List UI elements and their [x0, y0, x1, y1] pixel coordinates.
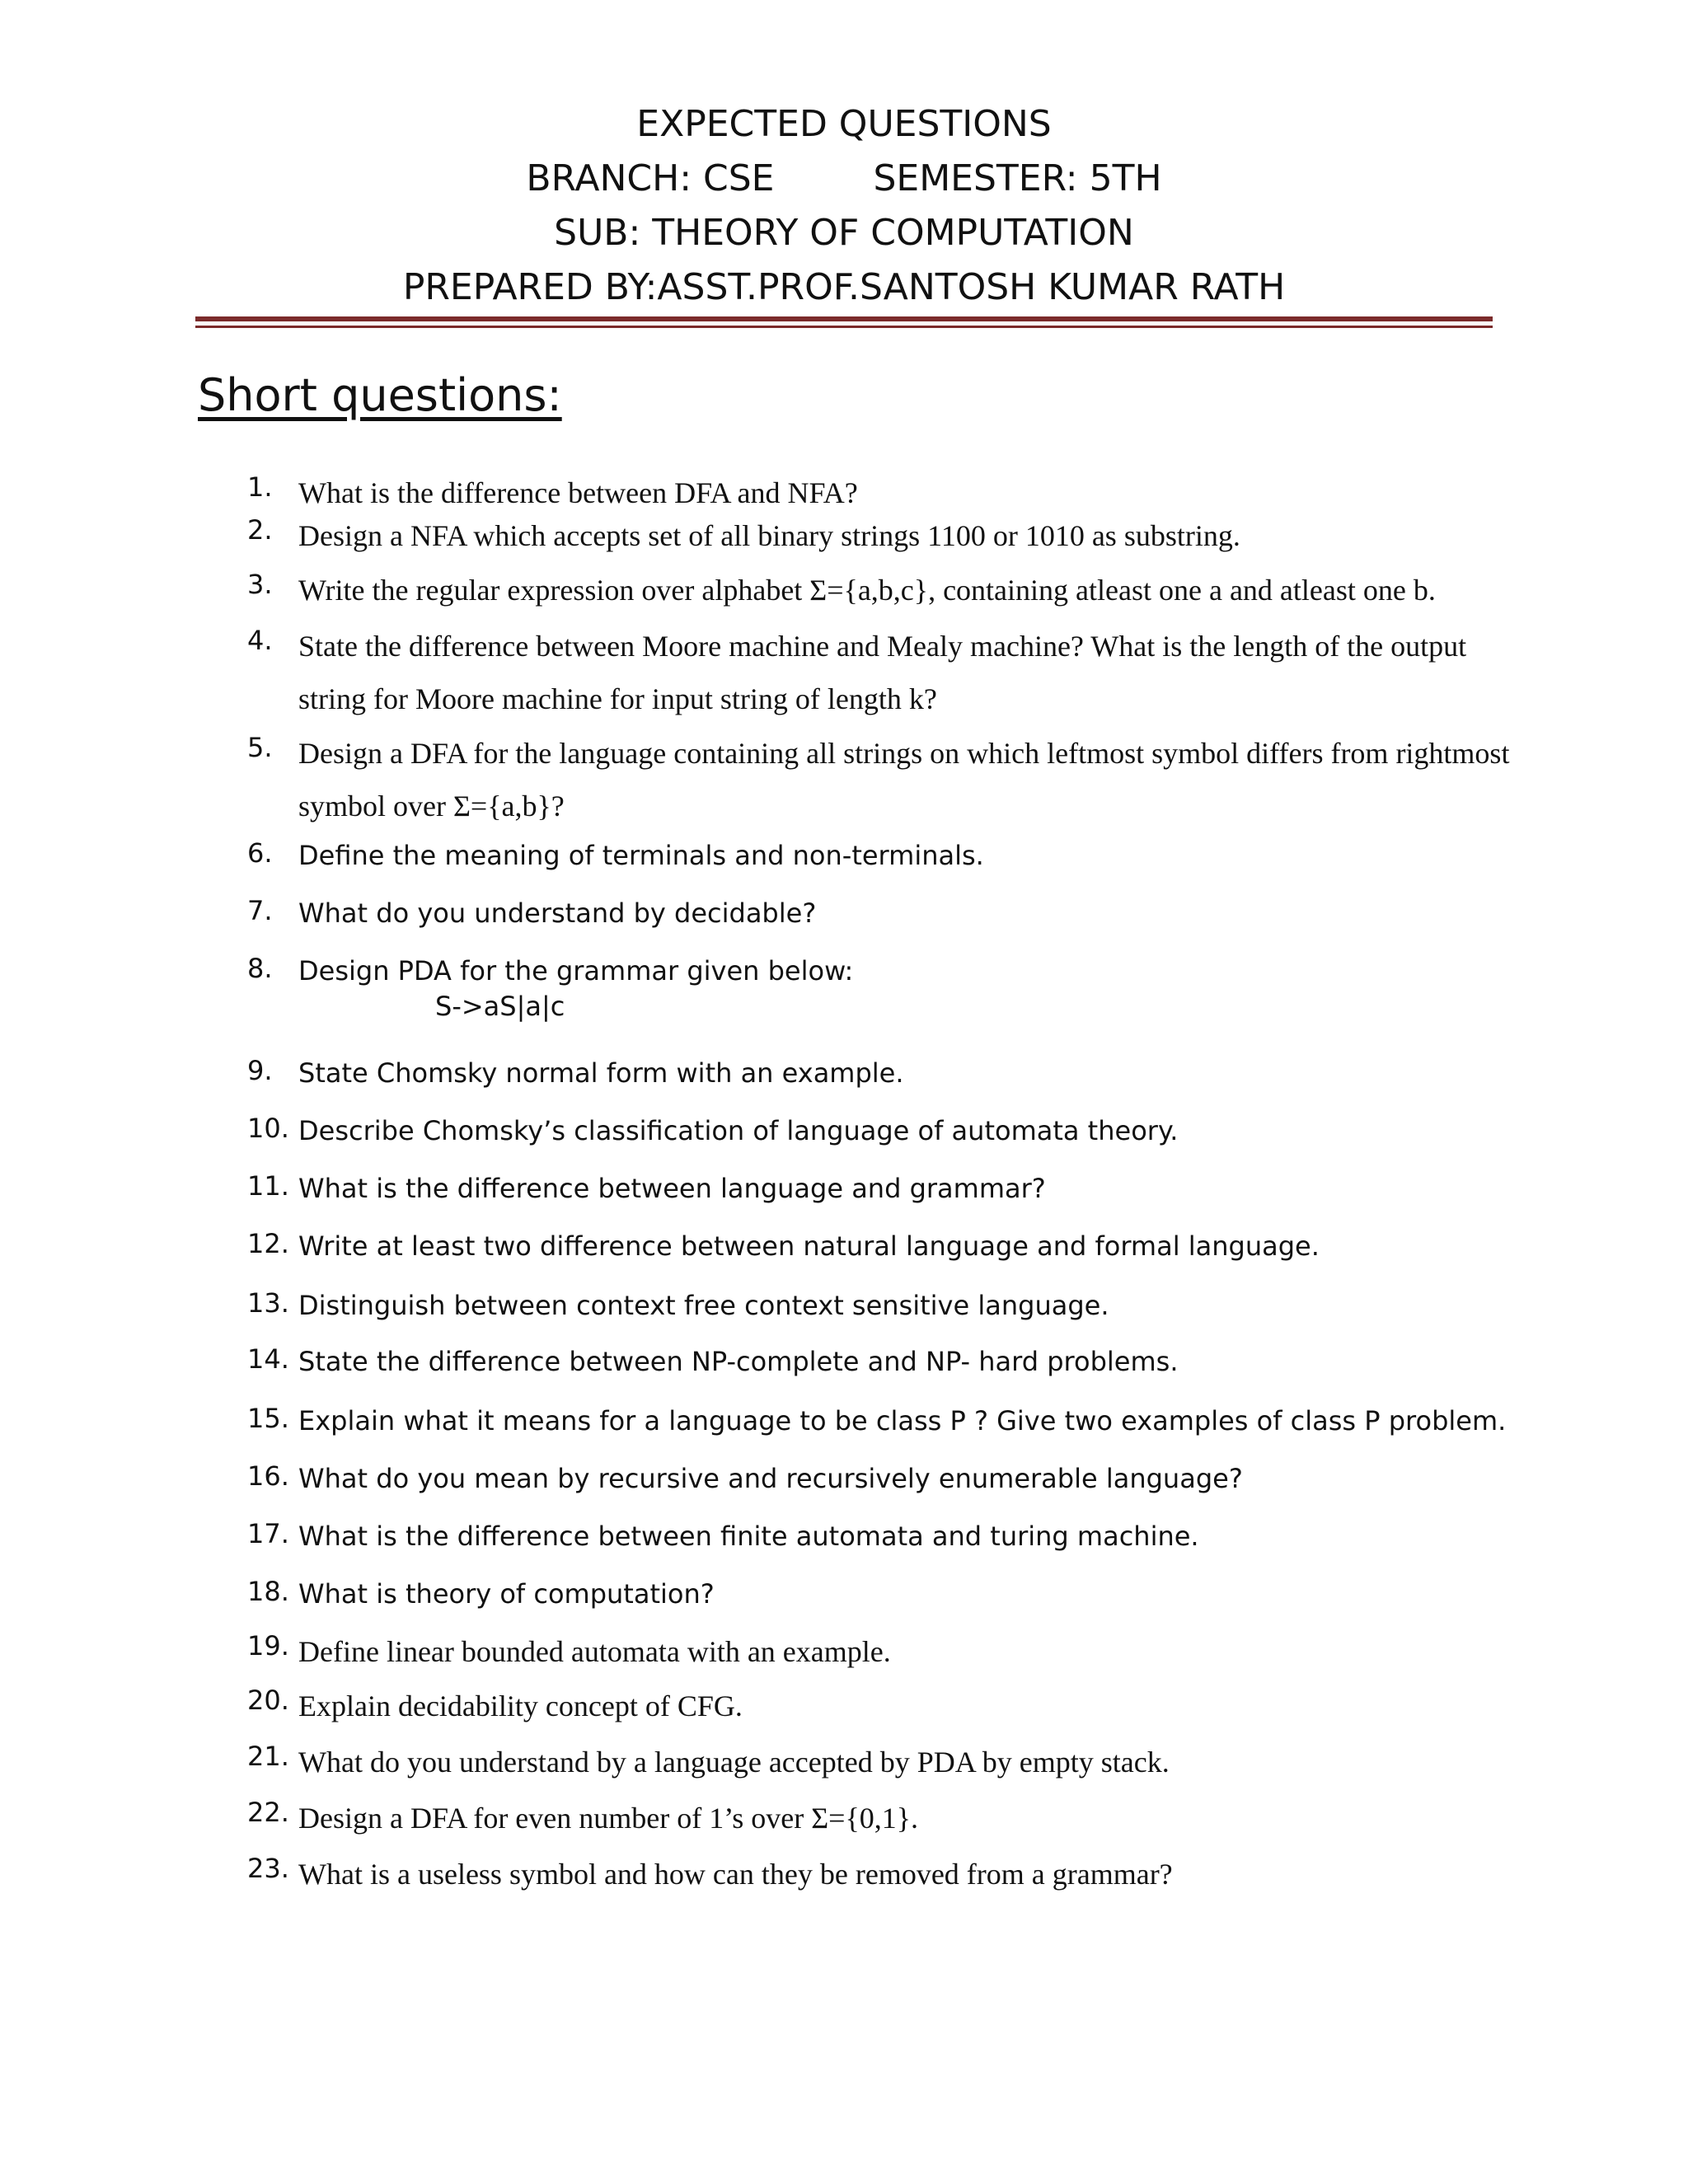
question-number: 9. [247, 1055, 273, 1086]
question-number: 14. [247, 1343, 289, 1375]
question-number: 8. [247, 953, 273, 984]
section-title: Short questions: [198, 369, 562, 421]
question-text: Describe Chomsky’s classification of language of automata theory. [298, 1115, 1179, 1146]
question-text: Design PDA for the grammar given below: [298, 955, 854, 987]
header-title: EXPECTED QUESTIONS [636, 103, 1052, 145]
question-number: 7. [247, 895, 273, 926]
header-subject: SUB: THEORY OF COMPUTATION [554, 212, 1134, 254]
question-number: 22. [247, 1797, 289, 1828]
question-text: What is the difference between language and grammar? [298, 1173, 1046, 1204]
question-number: 10. [247, 1113, 289, 1144]
question-number: 20. [247, 1685, 289, 1716]
question-text: Explain decidability concept of CFG. [298, 1690, 743, 1722]
question-text: What do you understand by decidable? [298, 898, 817, 929]
question-text: Distinguish between context free context sensitive language. [298, 1290, 1109, 1321]
question-number: 19. [247, 1630, 289, 1661]
question-number: 2. [247, 514, 273, 546]
question-number: 3. [247, 569, 273, 600]
question-text: Write at least two difference between natural language and formal language. [298, 1230, 1320, 1262]
question-text: State Chomsky normal form with an example. [298, 1057, 904, 1089]
question-number: 11. [247, 1170, 289, 1202]
question-number: 23. [247, 1853, 289, 1884]
question-number: 5. [247, 732, 273, 763]
header-semester: SEMESTER: 5TH [873, 157, 1162, 199]
header-prepared-by: PREPARED BY:ASST.PROF.SANTOSH KUMAR RATH [402, 266, 1286, 308]
question-text: Design a DFA for the language containing all strings on which leftmost symbol differs from rightmost symbol over Σ={a,b}? [298, 737, 1510, 823]
question-number: 16. [247, 1460, 289, 1492]
question-number: 4. [247, 625, 273, 656]
question-text: What is a useless symbol and how can they be removed from a grammar? [298, 1858, 1173, 1891]
question-text: What is the difference between finite automata and turing machine. [298, 1521, 1199, 1552]
question-text: Define the meaning of terminals and non-terminals. [298, 840, 984, 871]
question-number: 13. [247, 1287, 289, 1319]
question-number: 15. [247, 1403, 289, 1434]
question-text: Design a DFA for even number of 1’s over Σ={0,1}. [298, 1802, 919, 1835]
question-text: What do you mean by recursive and recursively enumerable language? [298, 1463, 1243, 1494]
question-text: What is the difference between DFA and NFA? [298, 476, 858, 509]
question-number: 12. [247, 1228, 289, 1259]
grammar-rule: S->aS|a|c [435, 991, 565, 1022]
question-text: What is theory of computation? [298, 1578, 715, 1610]
question-text: What do you understand by a language accepted by PDA by empty stack. [298, 1746, 1170, 1779]
question-number: 17. [247, 1518, 289, 1549]
question-text: Write the regular expression over alphabet Σ={a,b,c}, containing atleast one a and atleast one b. [298, 574, 1436, 607]
question-text: State the difference between NP-complete and NP- hard problems. [298, 1346, 1179, 1377]
question-number: 1. [247, 471, 273, 503]
question-number: 21. [247, 1741, 289, 1772]
question-number: 6. [247, 837, 273, 869]
question-text: Explain what it means for a language to be class P ? Give two examples of class P problem. [298, 1405, 1507, 1436]
header-branch: BRANCH: CSE [526, 157, 775, 199]
question-text: State the difference between Moore machine and Mealy machine? What is the length of the output string for Moore machine for input string of length k? [298, 630, 1467, 715]
question-text: Define linear bounded automata with an example. [298, 1635, 891, 1668]
question-text: Design a NFA which accepts set of all binary strings 1100 or 1010 as substring. [298, 519, 1240, 552]
question-number: 18. [247, 1576, 289, 1607]
